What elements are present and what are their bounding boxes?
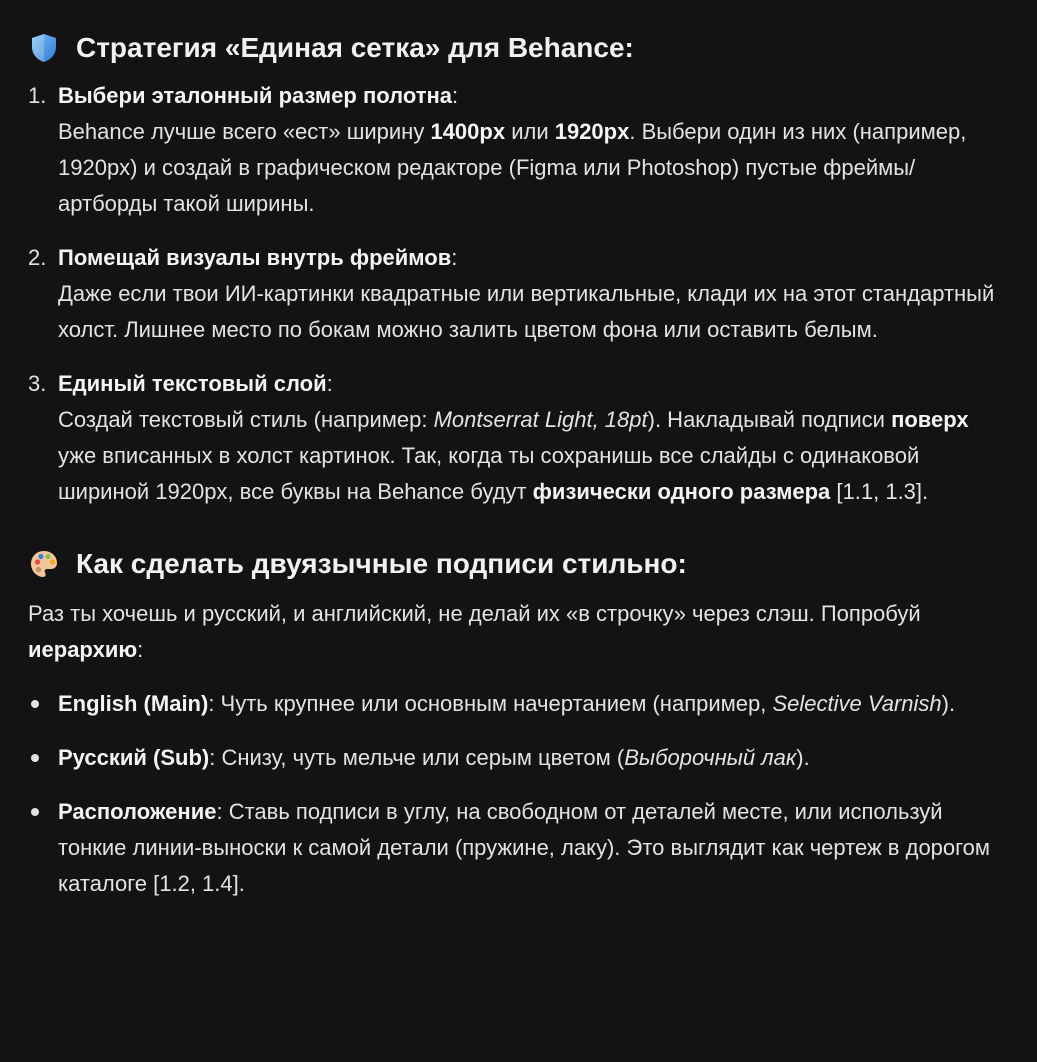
step-text: Создай текстовый стиль (например: [58,407,434,432]
step-text: или [505,119,555,144]
bullet-list [28,686,1007,902]
step-colon: : [326,371,333,396]
palette-emoji-icon [28,548,60,580]
step-colon: : [452,83,459,108]
intro-bold: иерархию [28,637,138,662]
list-item [28,686,1007,722]
step-bold-width-a: 1400px [430,119,506,144]
shield-emoji-icon [28,32,60,64]
bullet-text: : Ставь подписи в углу, на свободном от деталей месте, или используй тонкие линии-выноски к самой детали (пружине, лаку). Это выглядит как чертеж в дорогом каталоге [1.2, 1.4]. [58,799,991,896]
step-heading: Помещай визуалы внутрь фреймов [58,245,452,270]
section-heading-bilingual [28,544,1007,584]
list-item [28,794,1007,902]
step-heading: Выбери эталонный размер полотна [58,83,453,108]
step-text: уже вписанных в холст картинок. Так, когда ты сохранишь все слайды с одинаковой шириной 1920px, все буквы на Behance будут [58,443,920,504]
section-heading-grid-strategy [28,28,1007,68]
section-title: Стратегия «Единая сетка» для Behance: [76,32,634,63]
step-bold-width-b: 1920px [554,119,630,144]
bullet-text: : Снизу, чуть мельче или серым цветом ( [209,745,625,770]
intro-text: Раз ты хочешь и русский, и английский, не делай их «в строчку» через слэш. Попробуй [28,601,921,626]
step-text: [1.1, 1.3]. [830,479,929,504]
steps-list [28,78,1007,510]
bullet-icon [31,700,39,708]
step-bold-over: поверх [891,407,969,432]
list-item [28,740,1007,776]
step-heading: Единый текстовый слой [58,371,327,396]
section-title: Как сделать двуязычные подписи стильно: [76,548,687,579]
list-number: 1. [28,83,47,108]
step-text: . Выбери один из них (например, 1920px) и создай в графическом редакторе (Figma или Photoshop) пустые фреймы/артборды такой ширины. [58,119,967,216]
bullet-italic: Selective Varnish [772,691,942,716]
step-italic-font: Montserrat Light, 18pt [433,407,648,432]
bullet-icon [31,754,39,762]
intro-paragraph [28,596,1007,668]
step-bold-same-size: физически одного размера [532,479,831,504]
bullet-italic: Выборочный лак [624,745,797,770]
step-text: ). Накладывай подписи [647,407,892,432]
bullet-text: ). [796,745,810,770]
bullet-icon [31,808,39,816]
list-number: 3. [28,371,47,396]
step-text: Даже если твои ИИ-картинки квадратные или вертикальные, клади их на этот стандартный холст. Лишнее место по бокам можно залить цветом фона или оставить белым. [58,281,995,342]
bullet-text: : Чуть крупнее или основным начертанием (например, [208,691,773,716]
list-number: 2. [28,245,47,270]
bullet-label: English (Main) [58,691,209,716]
step-text: Behance лучше всего «ест» ширину [58,119,431,144]
list-item [28,240,1007,348]
bullet-label: Русский (Sub) [58,745,210,770]
bullet-text: ). [941,691,956,716]
step-colon: : [451,245,458,270]
list-item [28,366,1007,510]
list-item [28,78,1007,222]
intro-text: : [137,637,144,662]
bullet-label: Расположение [58,799,217,824]
